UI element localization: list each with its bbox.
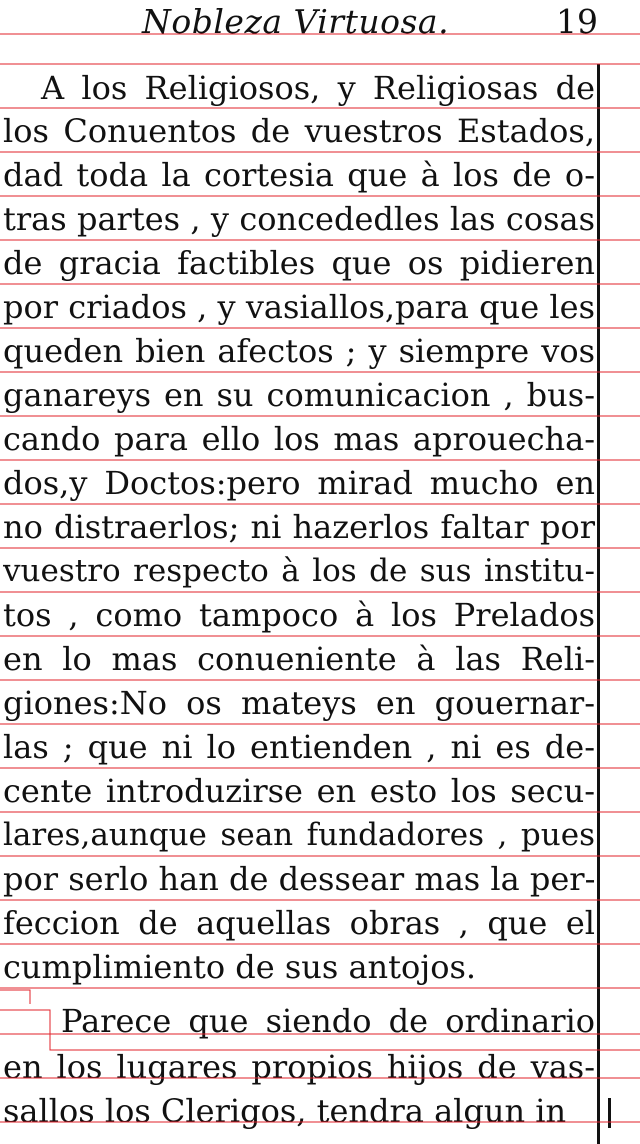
margin-rule-tick [608, 1098, 611, 1128]
text-line: los Conuentos de vuestros Estados, [3, 112, 595, 150]
text-line: dos,y Doctos:pero mirad mucho en [3, 464, 595, 502]
text-line: A los Religiosos, y Religiosas de [41, 69, 595, 107]
text-line: sallos los Clerigos, tendra algun in [3, 1092, 567, 1130]
text-line: en lo mas conueniente à las Reli- [3, 640, 595, 678]
text-line: lares,aunque sean fundadores , pues [3, 817, 595, 853]
page-number: 19 [556, 2, 598, 41]
text-line: de gracia factibles que os pidieren [3, 244, 595, 282]
text-line: tos , como tampoco à los Prelados [3, 596, 595, 634]
text-line: por criados , y vasiallos,para que les [3, 288, 595, 326]
text-line: no distraerlos; ni hazerlos faltar por [3, 508, 595, 546]
text-line: las ; que ni lo entienden , ni es de- [3, 728, 595, 766]
text-line: queden bien afectos ; y siempre vos [3, 332, 595, 370]
margin-rule [597, 64, 600, 1144]
text-line: cando para ello los mas aprouecha- [3, 420, 595, 458]
text-line: feccion de aquellas obras , que el [3, 904, 595, 942]
text-line: vuestro respecto à los de sus institu- [3, 553, 595, 589]
text-line: giones:No os mateys en gouernar- [3, 684, 595, 722]
text-line: ganareys en su comunicacion , bus- [3, 376, 595, 414]
text-line: tras partes , y concededles las cosas [3, 200, 595, 238]
text-line: cente introduzirse en esto los secu- [3, 772, 595, 810]
text-line: dad toda la cortesia que à los de o- [3, 156, 595, 194]
text-line: cumplimiento de sus antojos. [3, 948, 477, 986]
text-line: Parece que siendo de ordinario [61, 1002, 595, 1040]
running-head-title: Nobleza Virtuosa. [142, 2, 450, 41]
text-line: por serlo han de dessear mas la per- [3, 860, 595, 898]
text-line: en los lugares propios hijos de vas- [3, 1048, 595, 1086]
